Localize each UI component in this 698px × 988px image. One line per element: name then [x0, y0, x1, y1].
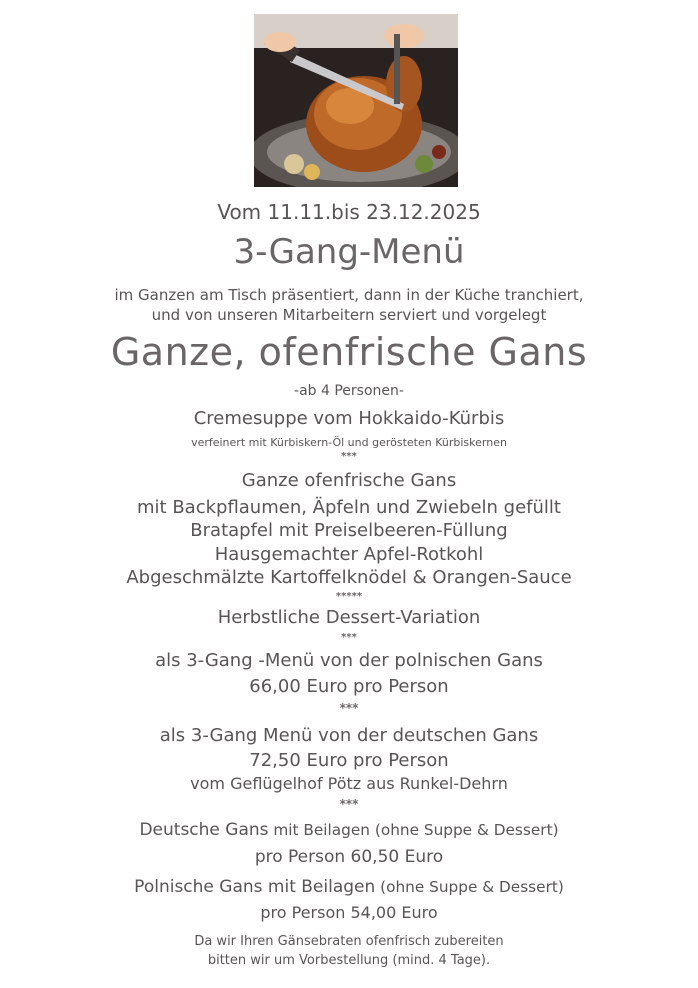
german-menu-origin: vom Geflügelhof Pötz aus Runkel-Dehrn — [190, 774, 508, 793]
course-2-line-2: mit Backpflaumen, Äpfeln und Zwiebeln gefüllt — [137, 497, 561, 518]
main-title: Ganze, ofenfrische Gans — [110, 330, 588, 374]
polish-menu-price: 66,00 Euro pro Person — [249, 676, 449, 697]
separator: *** — [339, 797, 359, 811]
course-2-line-4: Hausgemachter Apfel-Rotkohl — [214, 544, 484, 565]
footer-line-1: Da wir Ihren Gänsebraten ofenfrisch zubereiten — [194, 934, 504, 949]
separator: *** — [341, 632, 357, 643]
course-2-name: Ganze ofenfrische Gans — [241, 470, 457, 491]
polish-goose-price: pro Person 54,00 Euro — [260, 903, 438, 922]
intro-line-1: im Ganzen am Tisch präsentiert, dann in der Küche tranchiert, — [114, 286, 584, 304]
intro-line-2: und von unseren Mitarbeitern serviert und vorgelegt — [151, 306, 547, 324]
menu-title: 3-Gang-Menü — [233, 232, 465, 272]
german-goose-note: (ohne Suppe & Dessert) — [370, 821, 559, 839]
roast-goose-photo — [254, 14, 458, 187]
german-goose-price: pro Person 60,50 Euro — [254, 847, 444, 867]
separator: ***** — [335, 591, 363, 602]
dessert: Herbstliche Dessert-Variation — [217, 607, 481, 628]
roast-goose-illustration — [254, 14, 458, 187]
german-menu-price: 72,50 Euro pro Person — [249, 750, 449, 771]
german-goose-name: Deutsche Gans — [139, 820, 269, 840]
separator: *** — [339, 701, 359, 715]
polish-goose-name: Polnische Gans mit Beilagen — [134, 877, 376, 897]
german-goose-with: mit Beilagen — [268, 821, 370, 839]
course-1-description: verfeinert mit Kürbiskern-Öl und gerösteten Kürbiskernen — [191, 436, 507, 449]
course-1-name: Cremesuppe vom Hokkaido-Kürbis — [193, 408, 505, 429]
date-range: Vom 11.11.bis 23.12.2025 — [217, 200, 481, 224]
footer-line-2: bitten wir um Vorbestellung (mind. 4 Tage). — [207, 953, 491, 968]
polish-menu-title: als 3-Gang -Menü von der polnischen Gans — [155, 650, 543, 671]
german-menu-title: als 3-Gang Menü von der deutschen Gans — [159, 725, 539, 746]
polish-goose-offer — [0, 877, 698, 897]
persons-note: -ab 4 Personen- — [294, 383, 404, 399]
polish-goose-note: (ohne Suppe & Dessert) — [375, 878, 564, 896]
course-2-line-5: Abgeschmälzte Kartoffelknödel & Orangen-Sauce — [126, 567, 572, 588]
separator: *** — [341, 451, 357, 462]
course-2-line-3: Bratapfel mit Preiselbeeren-Füllung — [190, 520, 508, 541]
german-goose-offer — [0, 820, 698, 840]
